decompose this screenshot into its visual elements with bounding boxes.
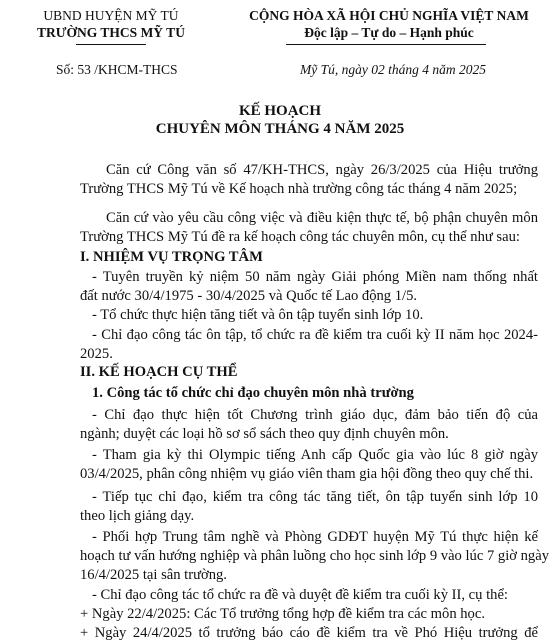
- section-1-item-1-line1: - Tuyên truyền kỷ niệm 50 năm ngày Giải phóng Miền nam thống nhất: [92, 269, 538, 285]
- section-1-item-3-line1: - Chỉ đạo công tác ôn tập, tổ chức ra đề kiểm tra cuối kỳ II năm học 2024-: [92, 327, 538, 343]
- section-2-heading: II. KẾ HOẠCH CỤ THỂ: [80, 364, 238, 380]
- motto: Độc lập – Tự do – Hạnh phúc: [304, 25, 474, 40]
- motto-underline: [286, 44, 486, 45]
- section-2-subheading-1: 1. Công tác tổ chức chỉ đạo chuyên môn nhà trường: [92, 385, 414, 401]
- section-2-item-f: + Ngày 22/4/2025: Các Tổ trưởng tổng hợp đề kiểm tra các môn học.: [80, 606, 485, 622]
- intro-p1-line2: Trường THCS Mỹ Tú về Kế hoạch nhà trường công tác tháng 4 năm 2025;: [80, 181, 518, 197]
- document-number: Số: 53 /KHCM-THCS: [56, 62, 178, 77]
- intro-p2-line1: Căn cứ vào yêu cầu công việc và điều kiện thực tế, bộ phận chuyên môn: [106, 210, 538, 226]
- section-2-item-d-line3: 16/4/2025 tại sân trường.: [80, 567, 227, 583]
- section-2-item-c-line2: theo lịch giảng dạy.: [80, 508, 195, 524]
- section-2-item-d-line2: hoạch tư vấn hướng nghiệp và phân luồng cho học sinh lớp 9 vào lúc 7 giờ ngày: [80, 548, 549, 564]
- section-1-item-1-line2: đất nước 30/4/1975 - 30/4/2025 và Quốc tế Lao động 1/5.: [80, 288, 418, 304]
- section-2-item-b-line2: 03/4/2025, phân công nhiệm vụ giáo viên tham gia hội đồng theo quy chế thi.: [80, 466, 534, 482]
- intro-p2-line2: Trường THCS Mỹ Tú đề ra kế hoạch công tác chuyên môn, cụ thể như sau:: [80, 229, 520, 245]
- org-name-line2: TRƯỜNG THCS MỸ TÚ: [37, 25, 185, 40]
- section-2-item-e: - Chỉ đạo công tác tổ chức ra đề và duyệt đề kiểm tra cuối kỳ II, cụ thể:: [92, 587, 508, 603]
- country-name: CỘNG HÒA XÃ HỘI CHỦ NGHĨA VIỆT NAM: [249, 8, 529, 23]
- section-1-item-3-line2: 2025.: [80, 346, 113, 362]
- section-2-item-g: + Ngày 24/4/2025 tổ trưởng báo cáo đề kiểm tra về Phó Hiệu trưởng để: [80, 625, 538, 641]
- section-2-item-d-line1: - Phối hợp Trung tâm nghề và Phòng GDĐT huyện Mỹ Tú thực hiện kế: [92, 529, 538, 545]
- intro-p1-line1: Căn cứ Công văn số 47/KH-THCS, ngày 26/3/2025 của Hiệu trưởng: [106, 162, 538, 178]
- section-1-heading: I. NHIỆM VỤ TRỌNG TÂM: [80, 249, 263, 265]
- place-date: Mỹ Tú, ngày 02 tháng 4 năm 2025: [300, 62, 486, 77]
- org-underline: [76, 44, 146, 45]
- section-2-item-c-line1: - Tiếp tục chỉ đạo, kiểm tra công tác tăng tiết, ôn tập tuyển sinh lớp 10: [92, 489, 538, 505]
- org-name-line1: UBND HUYỆN MỸ TÚ: [43, 8, 179, 23]
- document-subtitle: CHUYÊN MÔN THÁNG 4 NĂM 2025: [155, 121, 405, 137]
- section-1-item-2: - Tổ chức thực hiện tăng tiết và ôn tập tuyển sinh lớp 10.: [92, 307, 424, 323]
- document-title: KẾ HOẠCH: [238, 103, 322, 119]
- section-2-item-a-line1: - Chỉ đạo thực hiện tốt Chương trình giáo dục, đảm bảo tiến độ của: [92, 407, 538, 423]
- section-2-item-a-line2: ngành; duyệt các loại hồ sơ sổ sách theo quy định chuyên môn.: [80, 426, 449, 442]
- section-2-item-b-line1: - Tham gia kỳ thi Olympic tiếng Anh cấp Quốc gia vào lúc 8 giờ ngày: [92, 447, 538, 463]
